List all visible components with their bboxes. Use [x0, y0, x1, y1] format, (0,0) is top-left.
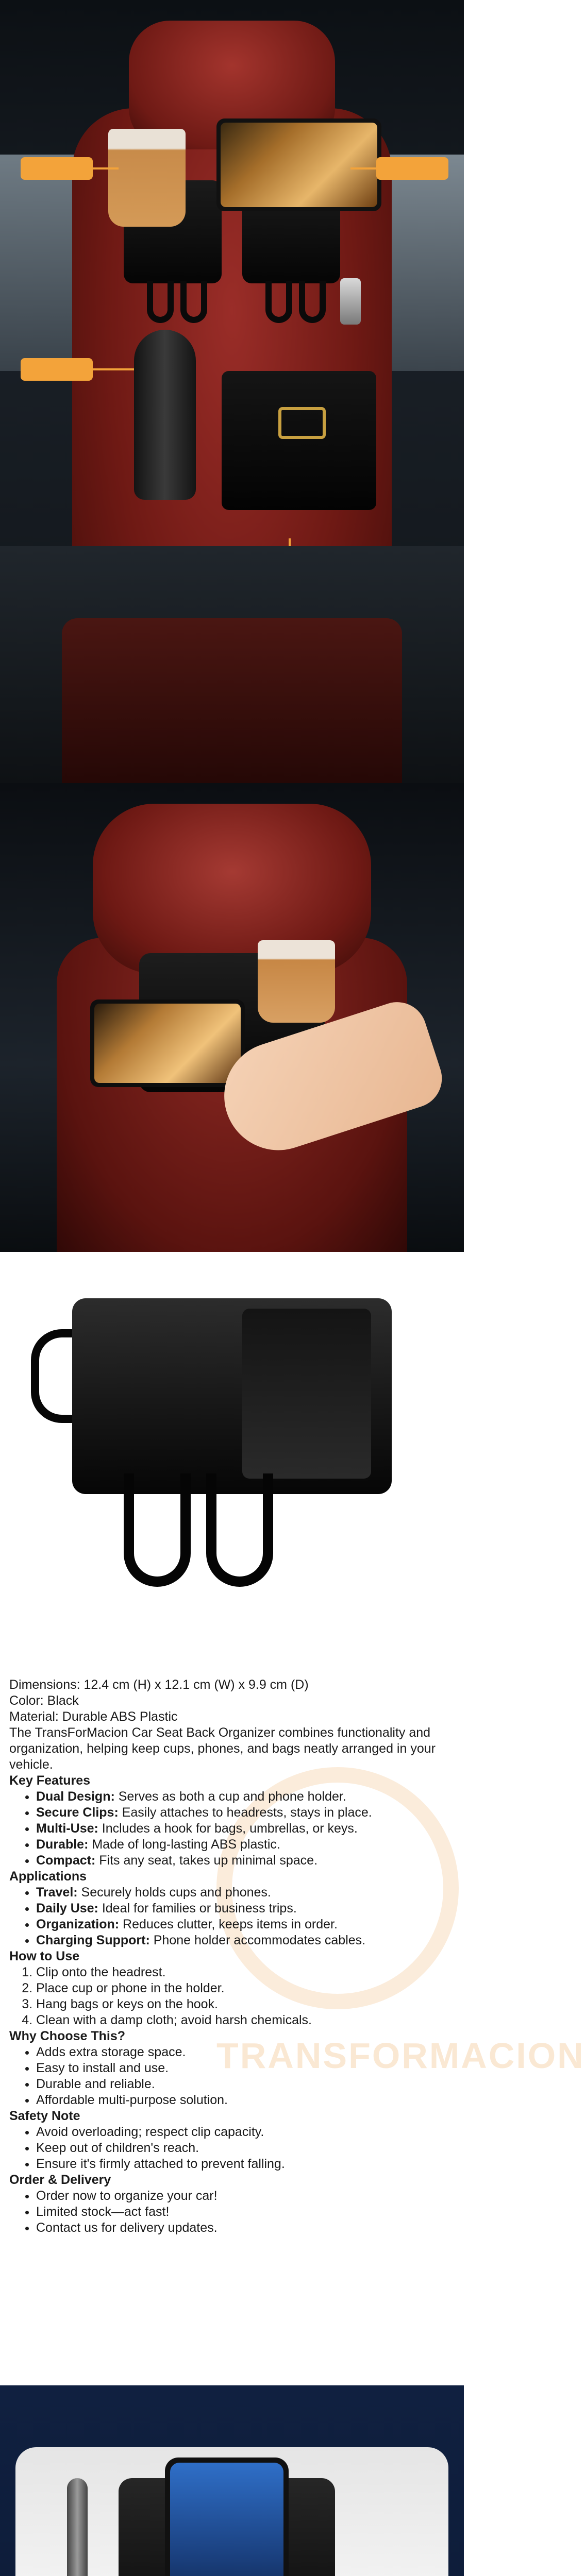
phone-charging-image [0, 2385, 464, 2576]
list-item: • Travel: Securely holds cups and phones. [36, 1885, 453, 1901]
phone-icon [90, 999, 245, 1087]
list-item: • Compact: Fits any seat, takes up minimal space. [36, 1853, 453, 1869]
key-features-heading: Key Features [9, 1773, 91, 1788]
list-item: • Charging Support: Phone holder accommodates cables. [36, 1933, 453, 1948]
phone-holder-usage-image [0, 783, 464, 1252]
hook-icon [124, 1473, 191, 1587]
handbag-icon [222, 371, 376, 510]
why-choose-heading: Why Choose This? [9, 2029, 125, 2043]
list-item: • Affordable multi-purpose solution. [36, 2092, 453, 2108]
step-item: 2. Place cup or phone in the holder. [36, 1980, 453, 1996]
list-item: • Multi-Use: Includes a hook for bags, umbrellas, or keys. [36, 1821, 453, 1837]
why-choose-list [9, 2044, 453, 2108]
order-list [9, 2188, 453, 2236]
list-item: • Durable and reliable. [36, 2076, 453, 2092]
spec-material: Material: Durable ABS Plastic [9, 1709, 178, 1724]
phone-icon [165, 2458, 289, 2576]
list-item: • Order now to organize your car! [36, 2188, 453, 2204]
list-item: • Contact us for delivery updates. [36, 2220, 453, 2236]
list-item: • Limited stock—act fast! [36, 2204, 453, 2220]
cup-icon [258, 940, 335, 1023]
list-item: • Keep out of children's reach. [36, 2140, 453, 2156]
key-features-list [9, 1789, 453, 1869]
phone-slot [242, 1309, 371, 1479]
list-item: • Organization: Reduces clutter, keeps items in order. [36, 1917, 453, 1933]
headrest-post [67, 2478, 88, 2576]
callout-tag [21, 157, 93, 180]
callout-tag [21, 358, 93, 381]
hook-icon [147, 281, 174, 323]
hero-interior-image [0, 0, 464, 783]
product-description [0, 1628, 585, 2385]
brand-watermark-text: TRANSFORMACION [216, 2036, 585, 2076]
list-item: • Secure Clips: Easily attaches to headrests, stays in place. [36, 1805, 453, 1821]
list-item: • Dual Design: Serves as both a cup and phone holder. [36, 1789, 453, 1805]
hook-icon [299, 281, 326, 323]
how-to-use-heading: How to Use [9, 1949, 80, 1963]
umbrella-icon [134, 330, 196, 500]
list-item: • Durable: Made of long-lasting ABS plastic. [36, 1837, 453, 1853]
step-item: 3. Hang bags or keys on the hook. [36, 1996, 453, 2012]
step-item: 1. Clip onto the headrest. [36, 1964, 453, 1980]
spec-color: Color: Black [9, 1693, 79, 1708]
safety-list [9, 2124, 453, 2172]
hook-icon [265, 281, 292, 323]
how-to-use-steps [9, 1964, 453, 2028]
list-item: • Easy to install and use. [36, 2060, 453, 2076]
list-item: • Adds extra storage space. [36, 2044, 453, 2060]
hook-icon [180, 281, 207, 323]
list-item: • Ensure it's firmly attached to prevent falling. [36, 2156, 453, 2172]
step-item: 4. Clean with a damp cloth; avoid harsh chemicals. [36, 2012, 453, 2028]
intro-paragraph: The TransForMacion Car Seat Back Organizer combines functionality and organization, helping keep cups, phones, and bags neatly arranged in your vehicle. [9, 1725, 436, 1772]
list-item: • Avoid overloading; respect clip capacity. [36, 2124, 453, 2140]
hook-icon [206, 1473, 273, 1587]
cup-icon [108, 129, 186, 227]
applications-heading: Applications [9, 1869, 87, 1884]
safety-heading: Safety Note [9, 2109, 80, 2123]
product-shot [0, 1252, 464, 1628]
description-content [9, 1677, 453, 2236]
list-item: • Daily Use: Ideal for families or business trips. [36, 1901, 453, 1917]
order-heading: Order & Delivery [9, 2173, 111, 2187]
car-interior-band [0, 546, 464, 783]
spec-dimensions: Dimensions: 12.4 cm (H) x 12.1 cm (W) x 9.9 cm (D) [9, 1677, 309, 1692]
phone-icon [216, 118, 381, 211]
keys-icon [340, 278, 361, 325]
callout-tag [376, 157, 448, 180]
applications-list [9, 1885, 453, 1948]
